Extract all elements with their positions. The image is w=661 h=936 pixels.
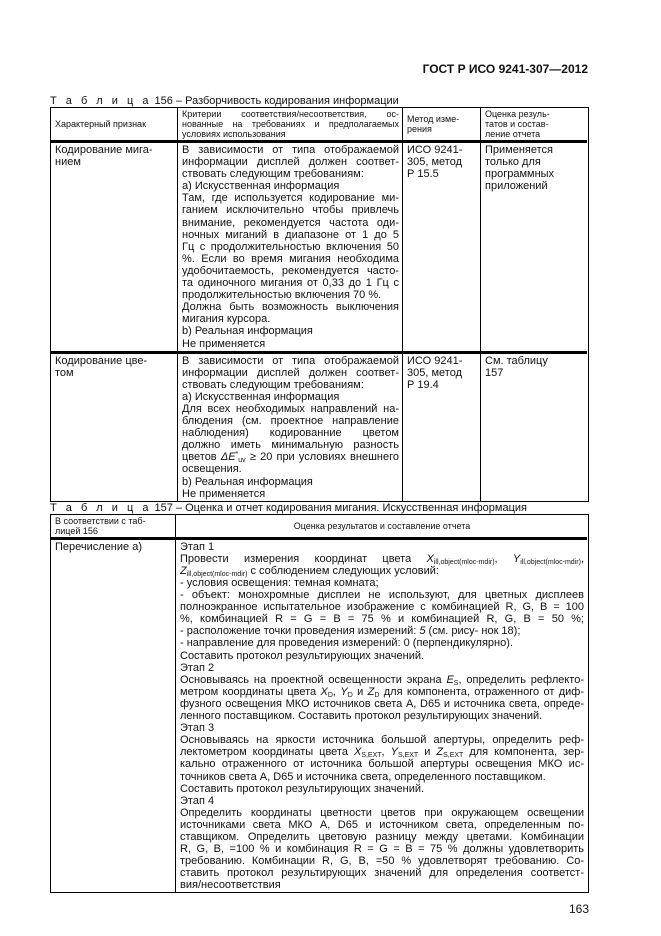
text-line: блюдения (см. проектное направление xyxy=(182,415,399,428)
text-line: источниками света МКО А, D65 и источником света, определенным по- xyxy=(180,818,584,831)
row-1-criteria xyxy=(177,140,402,351)
text-line: а) Искусственная информация xyxy=(182,390,340,403)
text-line: освещения. xyxy=(182,463,242,476)
row-1-evaluation xyxy=(480,140,587,351)
text-segment: E xyxy=(446,673,454,686)
cell-text xyxy=(485,109,584,139)
table-156-header-evaluation xyxy=(480,108,587,140)
text-line: Перечисление а) xyxy=(55,540,142,553)
text-line: наблюдения) кодированние цветом xyxy=(182,427,399,440)
text-line: Составить протокол результирующих значений. xyxy=(180,649,425,662)
text-segment: ΔE xyxy=(220,451,236,464)
text-segment: Z xyxy=(436,746,444,759)
table-157-text xyxy=(175,537,587,893)
text-segment: Y xyxy=(390,746,398,759)
text-line: нованные на требованиях и предполагаемых xyxy=(182,119,399,129)
text-line: Этап 1 xyxy=(180,540,215,553)
text-segment: , xyxy=(381,746,391,759)
text-line: нием xyxy=(55,156,81,169)
cell-text xyxy=(407,114,477,134)
table-156-caption xyxy=(50,95,589,107)
text-line: полноэкранное испытательное изображение с комбинацией R, G, B = 100 xyxy=(180,601,584,614)
document-body xyxy=(50,95,589,916)
text-line: продолжительностью включения 70 %. xyxy=(182,289,382,302)
text-line xyxy=(180,565,584,577)
caption-text: 157 – Оценка и отчет кодирования мигания. Искусственная информация xyxy=(151,501,527,514)
text-line: ствовать следующим требованиям: xyxy=(182,378,364,391)
text-segment: S xyxy=(453,679,459,687)
text-line: Этап 2 xyxy=(180,661,215,674)
text-line: татов и состав- xyxy=(485,119,549,129)
text-line: - объект: монохромные дисплеи не используют, для цветных дисплеев xyxy=(180,589,584,602)
text-segment: (см. рису- нок 18); xyxy=(425,625,521,638)
text-line: лицей 156 xyxy=(55,525,98,536)
text-line: том xyxy=(55,366,74,379)
table-156 xyxy=(50,107,589,502)
text-line: должно иметь минимальную разность xyxy=(182,439,399,452)
text-line: информации дисплей должен соответ- xyxy=(182,366,399,379)
text-line: В соответствии с таб- xyxy=(55,515,146,526)
text-segment: , определить рефлекто- xyxy=(458,673,585,686)
caption-text: 156 – Разборчивость кодирования информации xyxy=(151,95,399,107)
text-line: ставщиком. Определить цветовую разницу между цветами. Комбинации xyxy=(180,830,584,843)
cell-text xyxy=(485,355,584,379)
text-line: Кодирование мига- xyxy=(55,144,153,156)
text-segment: цветов xyxy=(182,451,221,464)
text-line: а) Искусственная информация xyxy=(182,180,340,193)
table-157-item xyxy=(51,537,175,893)
cell-text xyxy=(55,119,174,129)
text-line: программных xyxy=(485,168,555,181)
text-line: %. Если во время мигания необходима xyxy=(182,252,399,265)
row-2-criteria xyxy=(177,351,402,501)
row-1-method xyxy=(402,140,480,351)
caption-prefix: Т а б л и ц а xyxy=(50,95,152,107)
text-line: ление отчета xyxy=(485,129,541,139)
text-line: информации дисплей должен соответ- xyxy=(182,156,399,169)
table-157-header-evaluation xyxy=(175,515,587,537)
text-segment: Y xyxy=(340,685,348,698)
text-line: Гц с продолжительностью включения 50 xyxy=(182,240,399,253)
text-line: 157 xyxy=(485,366,504,379)
cell-text xyxy=(182,109,399,139)
text-segment: Z xyxy=(180,564,187,577)
table-156-header-method xyxy=(402,108,480,140)
text-segment: для компонента, зер- xyxy=(463,746,584,759)
text-line xyxy=(180,625,584,637)
text-line: Составить протокол результирующих значений. xyxy=(180,782,425,795)
text-segment: uv xyxy=(238,457,246,465)
cell-text xyxy=(294,521,471,531)
text-segment: и xyxy=(352,685,368,698)
text-segment: лектометром координаты цвета xyxy=(180,746,354,759)
text-line: Р 19.4 xyxy=(407,378,439,391)
text-segment: , xyxy=(332,685,341,698)
text-segment: D xyxy=(374,691,380,699)
text-line: %, комбинацией R = G = B = 75 % и комбинацией R, G, B = 50 %; xyxy=(180,613,584,626)
cell-text xyxy=(407,355,477,391)
text-segment: S,EXT xyxy=(397,752,419,760)
text-segment: D xyxy=(327,691,333,699)
text-line xyxy=(180,674,584,686)
text-line: В зависимости от типа отображаемой xyxy=(182,144,399,156)
text-line: b) Реальная информация xyxy=(182,325,313,338)
text-segment: Y xyxy=(512,552,521,565)
text-line: Там, где используется кодирование ми- xyxy=(182,192,399,205)
cell-text xyxy=(182,355,399,500)
text-line: требованию. Комбинации R, G, B, =50 % удовлетворят требованию. Со- xyxy=(180,855,584,868)
document-header: ГОСТ Р ИСО 9241-307—2012 xyxy=(422,62,588,76)
text-line: Этап 4 xyxy=(180,794,215,807)
text-line: Основываясь на яркости источника большой апертуры, определить реф- xyxy=(180,734,584,747)
table-156-header-criteria xyxy=(177,108,402,140)
text-line: 305, метод xyxy=(407,366,462,379)
text-segment: для компонента, отраженного от диф- xyxy=(379,685,584,698)
text-line: ствовать следующим требованиям: xyxy=(182,168,364,181)
row-2-feature xyxy=(51,351,177,501)
text-line: точников света А, D65 и источника света, определенного поставщиком. xyxy=(180,770,546,783)
table-157 xyxy=(50,514,589,894)
text-line: - условия освещения: темная комната; xyxy=(180,577,379,589)
text-line: Определить координаты цветности цветов при окружающем освещении xyxy=(180,806,584,819)
cell-text xyxy=(485,144,584,192)
text-line: Для всех необходимых направлений на- xyxy=(182,402,399,415)
text-line: Р 15.5 xyxy=(407,168,439,181)
text-segment: Основываясь на проектной освещенности экрана xyxy=(180,673,447,686)
text-line: b) Реальная информация xyxy=(182,475,313,488)
text-segment: ill,object(mloc-mdir) xyxy=(186,570,248,578)
text-line: Критерии соответствия/несоответствия, ос- xyxy=(182,109,399,119)
text-line: Метод изме- xyxy=(407,114,460,124)
text-line: рения xyxy=(407,124,432,134)
text-line: В зависимости от типа отображаемой xyxy=(182,354,399,367)
text-segment: Z xyxy=(367,685,375,698)
page-number: 163 xyxy=(568,902,589,917)
text-segment: ill,object(mloc-mdir) xyxy=(520,558,581,566)
text-segment: , xyxy=(580,552,584,565)
text-segment: ill,object(mloc-mdir) xyxy=(433,558,495,566)
text-segment: * xyxy=(235,451,239,459)
text-segment: - расположение точки проведения измерений: xyxy=(180,625,420,638)
row-2-method xyxy=(402,351,480,501)
text-segment: X xyxy=(353,746,362,759)
text-line: только для xyxy=(485,156,541,169)
text-segment: 5 xyxy=(419,625,426,638)
text-line: ленного поставщиком. Составить протокол результирующих значений. xyxy=(180,710,543,723)
text-line: вия/несоответствия xyxy=(180,879,281,892)
text-line: Оценка резуль- xyxy=(485,109,550,119)
text-line: Характерный признак xyxy=(55,119,147,129)
row-2-evaluation xyxy=(480,351,587,501)
cell-text xyxy=(407,144,477,180)
cell-text xyxy=(55,516,172,536)
caption-prefix: Т а б л и ц а xyxy=(50,501,152,514)
text-line: Кодирование цве- xyxy=(55,354,148,367)
text-line: ставить протокол результирующих значений для определения соответст- xyxy=(180,867,584,880)
text-line: Не применяется xyxy=(182,337,266,350)
table-157-caption xyxy=(50,502,589,514)
table-157-header-ref xyxy=(51,515,175,537)
text-segment: S,EXT xyxy=(361,752,382,760)
text-line: 305, метод xyxy=(407,156,462,169)
text-segment: Провести измерения координат цвета xyxy=(180,552,427,565)
text-line: та одиночного мигания от 0,33 до 1 Гц с xyxy=(182,277,399,290)
text-line: удобочитаемость, рекомендуется часто- xyxy=(182,264,399,277)
text-segment: S,EXT xyxy=(443,752,464,760)
text-segment: , xyxy=(494,552,513,565)
text-line: ИСО 9241- xyxy=(407,144,463,156)
cell-text xyxy=(180,541,584,892)
text-line: См. таблицу xyxy=(485,354,548,367)
text-line: Применяется xyxy=(485,144,554,156)
text-line: условиях использования xyxy=(182,129,286,139)
cell-text xyxy=(55,541,172,553)
text-segment: с соблюдением следующих условий: xyxy=(247,564,439,577)
text-line: кально отраженного от источника большой апертуры освещения МКО ис- xyxy=(180,758,584,771)
text-line: ночных миганий в диапазоне от 1 до 5 xyxy=(182,228,399,241)
table-156-header-feature xyxy=(51,108,177,140)
cell-text xyxy=(182,144,399,350)
text-line: Оценка результатов и составление отчета xyxy=(293,520,471,531)
row-1-feature xyxy=(51,140,177,351)
text-segment: ≥ 20 при условиях внешнего xyxy=(245,451,399,464)
text-segment: метром координаты цвета xyxy=(180,685,321,698)
text-line: R, G, B, =100 % и комбинация R = G = B = 75 % должны удовлетворить xyxy=(180,843,584,856)
text-line: мигания курсора. xyxy=(182,313,271,326)
text-line xyxy=(180,553,584,565)
text-segment: X xyxy=(426,552,434,565)
cell-text xyxy=(55,144,174,168)
text-segment: и xyxy=(418,746,437,759)
text-line: Не применяется xyxy=(182,487,266,500)
text-line: Этап 3 xyxy=(180,722,215,735)
text-line xyxy=(180,686,584,698)
text-line: приложений xyxy=(485,180,548,193)
text-line: Должна быть возможность выключения xyxy=(182,301,399,314)
text-line xyxy=(182,451,399,463)
cell-text xyxy=(55,355,174,379)
text-line: фузного освещения МКО источников света А, D65 и источника света, опреде- xyxy=(180,697,584,710)
text-line xyxy=(180,746,584,758)
text-line: - направление для проведения измерений: 0 (перпендикулярно). xyxy=(180,637,513,650)
text-line: внимание, рекомендуется частота оди- xyxy=(182,216,399,229)
text-segment: D xyxy=(347,691,353,699)
text-segment: X xyxy=(320,685,328,698)
text-line: ИСО 9241- xyxy=(407,354,463,367)
text-line: ганием исключительно чтобы привлечь xyxy=(182,204,399,217)
